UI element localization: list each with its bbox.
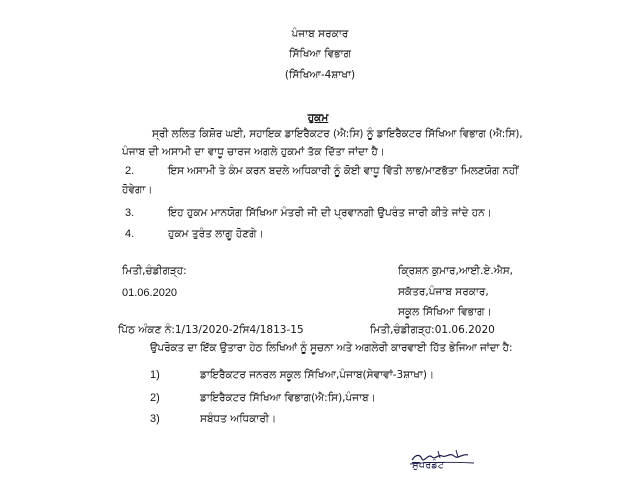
endorsement-intro: ਉਪਰੋਕਤ ਦਾ ਇੱਕ ਉਤਾਰਾ ਹੇਠ ਲਿਖਿਆਂ ਨੂੰ ਸੂਚਨਾ ਅਤੇ ਅਗਲੇਰੀ ਕਾਰਵਾਈ ਹਿੱਤ ਭੇਜਿਆ ਜਾਂਦਾ ਹੈ: bbox=[150, 342, 513, 354]
header-branch: (ਸਿੱਖਿਆ-4ਸ਼ਾਖਾ) bbox=[284, 69, 356, 81]
order-para1-line1: ਸ੍ਰੀ ਲਲਿਤ ਕਿਸ਼ੋਰ ਘਈ, ਸਹਾਇਕ ਡਾਇਰੈਕਟਰ (ਐ:ਸਿ) ਨੂੰ ਡਾਇਰੈਕਟਰ ਸਿੱਖਿਆ ਵਿਭਾਗ (ਐ:ਸਿ), bbox=[152, 128, 523, 140]
endorsement-number: ਪਿੱਠ ਅੰਕਣ ਨੰ:1/13/2020-2ਸਿ4/1813-15 bbox=[118, 324, 304, 336]
order-item-3-text: ਇਹ ਹੁਕਮ ਮਾਨਯੋਗ ਸਿੱਖਿਆ ਮੰਤਰੀ ਜੀ ਦੀ ਪ੍ਰਵਾਨਗੀ ਉਪਰੰਤ ਜਾਰੀ ਕੀਤੇ ਜਾਂਦੇ ਹਨ। bbox=[168, 207, 492, 219]
signatory-designation: ਸਕੱਤਰ,ਪੰਜਾਬ ਸਰਕਾਰ, bbox=[398, 286, 489, 298]
superintendent-title: ਸੁਪਰਡੰਟ bbox=[412, 460, 445, 471]
order-item-4-number: 4. bbox=[125, 228, 135, 240]
header-department: ਸਿੱਖਿਆ ਵਿਭਾਗ bbox=[289, 48, 351, 60]
order-item-3-number: 3. bbox=[125, 207, 135, 219]
recipient-2-text: ਡਾਇਰੈਕਟਰ ਸਿੱਖਿਆ ਵਿਭਾਗ(ਐ:ਸਿ),ਪੰਜਾਬ। bbox=[200, 392, 376, 404]
order-item-4-text: ਹੁਕਮ ਤੁਰੰਤ ਲਾਗੂ ਹੋਣਗੇ। bbox=[168, 228, 264, 240]
endorsement-date: ਮਿਤੀ,ਚੰਡੀਗੜ੍ਹ:01.06.2020 bbox=[370, 324, 495, 336]
recipient-3-number: 3) bbox=[150, 413, 160, 425]
order-item-2-line2: ਹੋਵੇਗਾ। bbox=[122, 184, 153, 196]
order-date: 01.06.2020 bbox=[122, 287, 178, 299]
signatory-department: ਸਕੂਲ ਸਿੱਖਿਆ ਵਿਭਾਗ। bbox=[398, 306, 492, 318]
recipient-3-text: ਸਬੰਧਤ ਅਧਿਕਾਰੀ। bbox=[200, 413, 277, 425]
recipient-2-number: 2) bbox=[150, 392, 160, 404]
order-item-2-line1: ਇਸ ਅਸਾਮੀ ਤੇ ਕੰਮ ਕਰਨ ਬਦਲੇ ਅਧਿਕਾਰੀ ਨੂੰ ਕੋਈ ਵਾਧੂ ਵਿੱਤੀ ਲਾਭ/ਮਾਣਭੱਤਾ ਮਿਲਣਯੋਗ ਨਹੀਂ bbox=[168, 165, 519, 177]
header-government: ਪੰਜਾਬ ਸਰਕਾਰ bbox=[291, 28, 349, 40]
place-date-label: ਮਿਤੀ,ਚੰਡੀਗੜ੍ਹ: bbox=[122, 265, 187, 277]
signatory-name: ਕ੍ਰਿਸ਼ਨ ਕੁਮਾਰ,ਆਈ.ਏ.ਐਸ, bbox=[398, 265, 514, 277]
order-item-2-number: 2. bbox=[125, 165, 135, 177]
recipient-1-text: ਡਾਇਰੈਕਟਰ ਜਨਰਲ ਸਕੂਲ ਸਿੱਖਿਆ,ਪੰਜਾਬ(ਸੇਵਾਵਾਂ-3ਸ਼ਾਖਾ)। bbox=[200, 369, 435, 381]
recipient-1-number: 1) bbox=[150, 369, 160, 381]
order-para1-line2: ਪੰਜਾਬ ਦੀ ਅਸਾਮੀ ਦਾ ਵਾਧੂ ਚਾਰਜ ਅਗਲੇ ਹੁਕਮਾਂ ਤੱਕ ਦਿੱਤਾ ਜਾਂਦਾ ਹੈ। bbox=[122, 146, 385, 158]
order-title: ਹੁਕਮ bbox=[307, 112, 329, 124]
